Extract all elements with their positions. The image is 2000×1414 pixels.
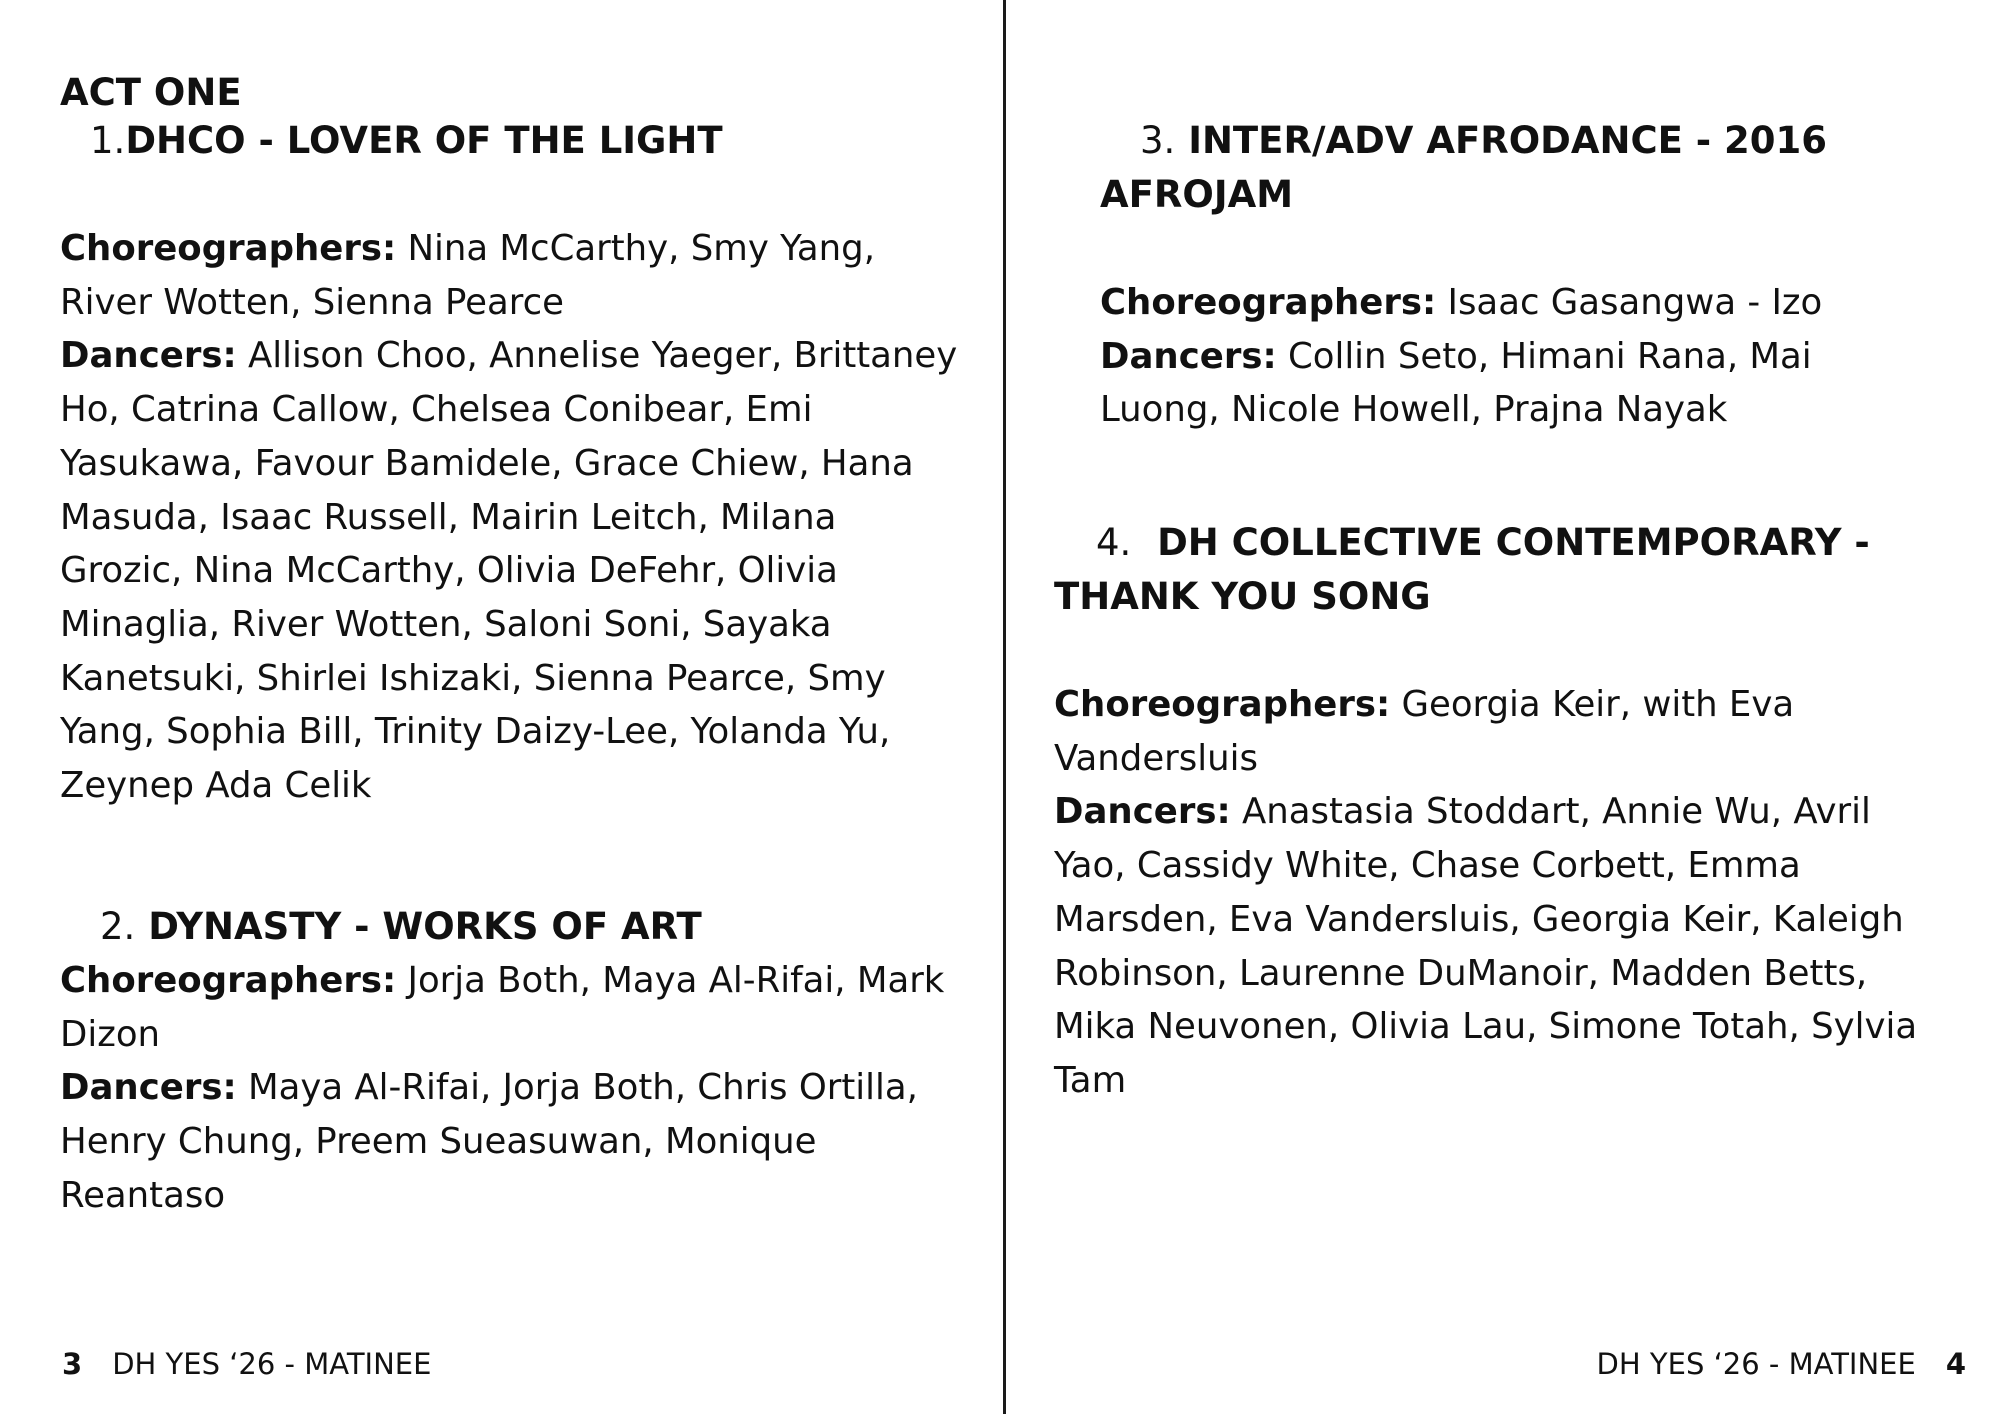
piece-name: DHCO - LOVER OF THE LIGHT bbox=[125, 119, 723, 162]
spacer bbox=[60, 168, 960, 222]
dancers-names: Maya Al-Rifai, Jorja Both, Chris Ortilla, Henry Chung, Preem Sueasuwan, Monique Reantaso bbox=[60, 1067, 918, 1216]
footer-right bbox=[1597, 1344, 1966, 1384]
choreographers-line bbox=[60, 222, 960, 329]
right-page bbox=[1006, 0, 2000, 1414]
piece-4 bbox=[1054, 516, 1934, 1108]
choreographers-label: Choreographers: bbox=[1054, 684, 1391, 725]
credits bbox=[1100, 276, 1900, 437]
piece-name: INTER/ADV AFRODANCE - 2016 AFROJAM bbox=[1100, 119, 1828, 216]
piece-title bbox=[60, 114, 960, 168]
piece-number: 1. bbox=[90, 119, 126, 162]
dancers-label: Dancers: bbox=[60, 335, 237, 377]
dancers-line bbox=[1054, 785, 1934, 1107]
dancers-names: Collin Seto, Himani Rana, Mai Luong, Nicole Howell, Prajna Nayak bbox=[1100, 335, 1812, 431]
choreographers-names: Georgia Keir, with Eva Vandersluis bbox=[1054, 684, 1795, 779]
dancers-label: Dancers: bbox=[1054, 791, 1231, 833]
dancers-line bbox=[60, 329, 960, 812]
piece-title bbox=[60, 900, 960, 954]
page-number: 4 bbox=[1945, 1347, 1966, 1381]
piece-title bbox=[1054, 516, 1934, 624]
dancers-names: Allison Choo, Annelise Yaeger, Brittaney Ho, Catrina Callow, Chelsea Conibear, Emi Yasukawa, Favour Bamidele, Grace Chiew, Hana Masuda, Isaac Russell, Mairin Leitch, Milana Grozic, Nina McCarthy, Olivia DeFehr, Olivia Minaglia, River Wotten, Saloni Soni, Sayaka Kanetsuki, Shirlei Ishizaki, Sienna Pearce, Smy Yang, Sophia Bill, Trinity Daizy-Lee, Yolanda Yu, Zeynep Ada Celik bbox=[60, 335, 958, 807]
credits bbox=[60, 954, 960, 1223]
piece-2 bbox=[60, 900, 960, 1223]
spacer bbox=[1054, 624, 1934, 678]
piece-number: 4. bbox=[1096, 521, 1132, 564]
choreographers-label: Choreographers: bbox=[60, 960, 397, 1001]
act-title: ACT ONE bbox=[60, 71, 242, 114]
dancers-label: Dancers: bbox=[60, 1067, 237, 1109]
dancers-label: Dancers: bbox=[1100, 335, 1277, 377]
credits bbox=[60, 222, 960, 813]
choreographers-line bbox=[1100, 276, 1900, 330]
dancers-line bbox=[60, 1061, 960, 1222]
spacer bbox=[1100, 222, 1900, 276]
page-number: 3 bbox=[62, 1347, 83, 1381]
piece-number: 3. bbox=[1140, 119, 1176, 162]
dancers-names: Anastasia Stoddart, Annie Wu, Avril Yao, Cassidy White, Chase Corbett, Emma Marsden, Eva Vandersluis, Georgia Keir, Kaleigh Robinson, Laurenne DuManoir, Madden Betts, Mika Neuvonen, Olivia Lau, Simone Totah, Sylvia Tam bbox=[1054, 791, 1918, 1101]
choreographers-label: Choreographers: bbox=[1100, 282, 1437, 323]
choreographers-line bbox=[60, 954, 960, 1061]
choreographers-names: Nina McCarthy, Smy Yang, River Wotten, Sienna Pearce bbox=[60, 228, 875, 323]
piece-1 bbox=[60, 114, 960, 813]
footer-title: DH YES ‘26 - MATINEE bbox=[112, 1347, 432, 1381]
choreographers-names: Jorja Both, Maya Al-Rifai, Mark Dizon bbox=[60, 960, 945, 1055]
footer-left bbox=[62, 1344, 431, 1384]
piece-3 bbox=[1100, 114, 1900, 437]
choreographers-label: Choreographers: bbox=[60, 228, 397, 269]
piece-name: DYNASTY - WORKS OF ART bbox=[148, 905, 702, 948]
piece-title bbox=[1100, 114, 1900, 222]
credits bbox=[1054, 678, 1934, 1108]
piece-number: 2. bbox=[100, 905, 136, 948]
choreographers-line bbox=[1054, 678, 1934, 785]
choreographers-names: Isaac Gasangwa - Izo bbox=[1447, 282, 1823, 323]
dancers-line bbox=[1100, 330, 1900, 437]
piece-name: DH COLLECTIVE CONTEMPORARY - THANK YOU SONG bbox=[1054, 521, 1870, 618]
footer-title: DH YES ‘26 - MATINEE bbox=[1596, 1347, 1916, 1381]
